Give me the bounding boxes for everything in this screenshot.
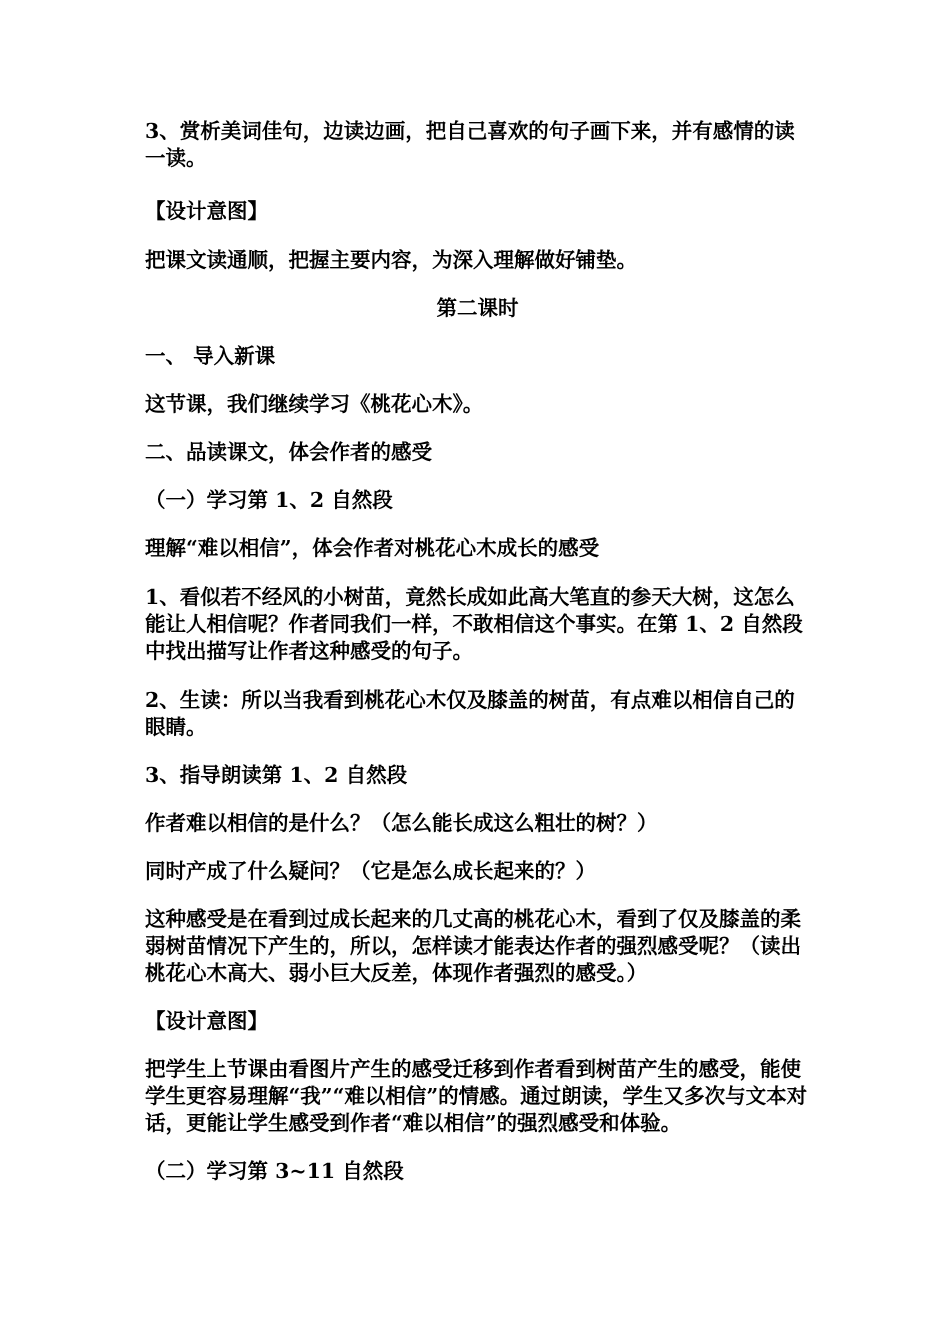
- paragraph-design-intent-body-2: 把学生上节课由看图片产生的感受迁移到作者看到树苗产生的感受，能使学生更容易理解“我”“难以相信”的情感。通过朗读，学生又多次与文本对话，更能让学生感受到作者“难以相信”的强烈感受和体验。: [145, 1057, 808, 1135]
- paragraph-continue-learning: 这节课，我们继续学习《桃花心木》。: [145, 392, 484, 416]
- section-title-second-lesson: 第二课时: [436, 296, 519, 320]
- paragraph-question-what: 作者难以相信的是什么？（怎么能长成这么粗壮的树？）: [145, 811, 658, 835]
- paragraph-design-intent-body: 把课文读通顺，把握主要内容，为深入理解做好铺垫。: [145, 248, 637, 272]
- paragraph-understand-hard-to-believe: 理解“难以相信”，体会作者对桃花心木成长的感受: [145, 536, 600, 560]
- paragraph-point-3: 3、指导朗读第 1、2 自然段: [145, 763, 408, 787]
- paragraph-question-doubt: 同时产成了什么疑问？（它是怎么成长起来的？）: [145, 859, 596, 883]
- paragraph-step-3: 3、赏析美词佳句，边读边画，把自己喜欢的句子画下来，并有感情的读一读。: [145, 119, 795, 170]
- paragraph-point-2: 2、生读：所以当我看到桃花心木仅及膝盖的树苗，有点难以相信自己的眼睛。: [145, 688, 795, 739]
- heading-design-intent: 【设计意图】: [145, 199, 268, 223]
- heading-study-paragraphs-1-2: （一）学习第 1、2 自然段: [145, 488, 393, 512]
- heading-design-intent-2: 【设计意图】: [145, 1009, 268, 1033]
- heading-study-paragraphs-3-11: （二）学习第 3~11 自然段: [145, 1159, 404, 1183]
- heading-read-text: 二、品读课文，体会作者的感受: [145, 440, 432, 464]
- heading-introduce-lesson: 一、 导入新课: [145, 344, 276, 368]
- paragraph-point-1: 1、看似若不经风的小树苗，竟然长成如此高大笔直的参天大树，这怎么能让人相信呢？作者同我们一样，不敢相信这个事实。在第 1、2 自然段中找出描写让作者这种感受的句子。: [145, 585, 803, 663]
- paragraph-feeling-explanation: 这种感受是在看到过成长起来的几丈高的桃花心木，看到了仅及膝盖的柔弱树苗情况下产生的，所以，怎样读才能表达作者的强烈感受呢？（读出桃花心木高大、弱小巨大反差，体现作者强烈的感受。）: [145, 907, 801, 985]
- document-page: [145, 118, 810, 1185]
